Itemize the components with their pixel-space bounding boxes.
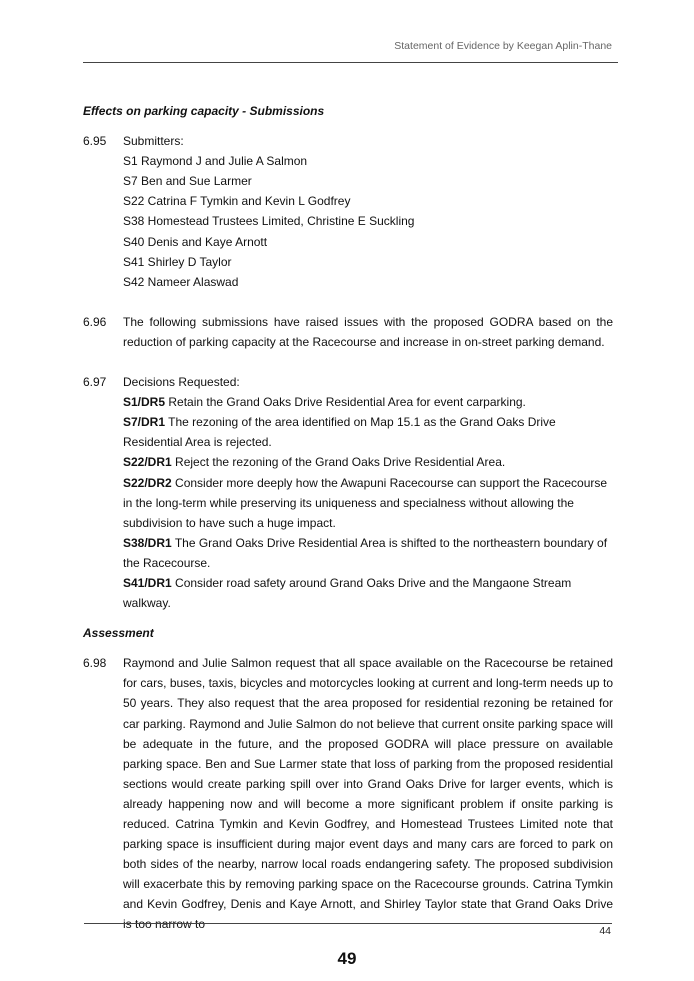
decision-item (123, 473, 613, 533)
decision-text: Consider more deeply how the Awapuni Racecourse can support the Racecourse in the long-term while preserving its uniqueness and specialness without allowing the subdivision to have such a huge impact. (123, 475, 608, 530)
decision-text: Retain the Grand Oaks Drive Residential Area for event carparking. (165, 395, 526, 410)
document-body (83, 101, 613, 935)
paragraph-6-96 (83, 312, 613, 352)
submitter-item: S40 Denis and Kaye Arnott (123, 234, 268, 249)
submitter-item: S41 Shirley D Taylor (123, 254, 232, 269)
decision-text: Reject the rezoning of the Grand Oaks Drive Residential Area. (171, 455, 506, 470)
decision-item (123, 392, 613, 412)
section-heading-parking: Effects on parking capacity - Submissions (83, 104, 325, 118)
decisions-title: Decisions Requested: (123, 375, 240, 390)
decision-code: S38/DR1 (123, 535, 172, 550)
decision-code: S1/DR5 (123, 395, 166, 410)
paragraph-text: The following submissions have raised issues with the proposed GODRA based on the reduction of parking capacity at the Racecourse and increase in on-street parking demand. (123, 314, 613, 349)
decision-text: The Grand Oaks Drive Residential Area is shifted to the northeastern boundary of the Racecourse. (123, 535, 608, 570)
decision-code: S41/DR1 (123, 575, 172, 590)
header-rule (83, 62, 618, 63)
document-page-number: 44 (599, 925, 611, 937)
paragraph-number: 6.95 (83, 134, 107, 149)
paragraph-number: 6.97 (83, 375, 107, 390)
submitter-item: S22 Catrina F Tymkin and Kevin L Godfrey (123, 194, 351, 209)
submitter-item: S38 Homestead Trustees Limited, Christine E Suckling (123, 214, 415, 229)
decision-code: S22/DR1 (123, 455, 172, 470)
footer-rule (84, 923, 612, 924)
decision-code: S7/DR1 (123, 415, 166, 430)
paragraph-6-95 (83, 131, 613, 292)
decision-item (123, 452, 613, 472)
section-heading-assessment: Assessment (83, 626, 154, 641)
decision-text: The rezoning of the area identified on Map 15.1 as the Grand Oaks Drive Residential Area is rejected. (123, 415, 556, 450)
paragraph-number: 6.98 (83, 656, 107, 671)
decision-item (123, 533, 613, 573)
document-header: Statement of Evidence by Keegan Aplin-Thane (394, 40, 612, 52)
submitter-item: S42 Nameer Alaswad (123, 274, 239, 289)
paragraph-text: Raymond and Julie Salmon request that all space available on the Racecourse be retained for cars, buses, taxis, bicycles and motorcycles looking at current and long-term needs up to 50 years. They also request that the area proposed for residential rezoning be retained for car parking. Raymond and Julie Salmon do not believe that current onsite parking space will be adequate in the future, and the proposed GODRA will place pressure on available parking space. Ben and Sue Larmer state that loss of parking from the proposed residential sections would create parking spill over into Grand Oaks Drive for larger events, which is already happening now and will become a more significant problem if onsite parking is reduced. Catrina Tymkin and Kevin Godfrey, and Homestead Trustees Limited note that parking space is insufficient during major event days and many cars are forced to park on both sides of the nearby, narrow local roads endangering safety. The proposed subdivision will exacerbate this by removing parking space on the Racecourse grounds. Catrina Tymkin and Kevin Godfrey, Denis and Kaye Arnott, and Shirley Taylor state that Grand Oaks Drive is too narrow to (123, 656, 613, 932)
submitter-item: S1 Raymond J and Julie A Salmon (123, 154, 308, 169)
submitters-title: Submitters: (123, 134, 184, 149)
decision-item (123, 412, 613, 452)
submitter-item: S7 Ben and Sue Larmer (123, 174, 252, 189)
page-number: 49 (337, 949, 357, 968)
decision-code: S22/DR2 (123, 475, 172, 490)
decision-item (123, 573, 613, 613)
paragraph-6-98 (83, 653, 613, 934)
paragraph-6-97 (83, 372, 613, 613)
paragraph-number: 6.96 (83, 314, 107, 329)
decision-text: Consider road safety around Grand Oaks Drive and the Mangaone Stream walkway. (123, 575, 572, 611)
